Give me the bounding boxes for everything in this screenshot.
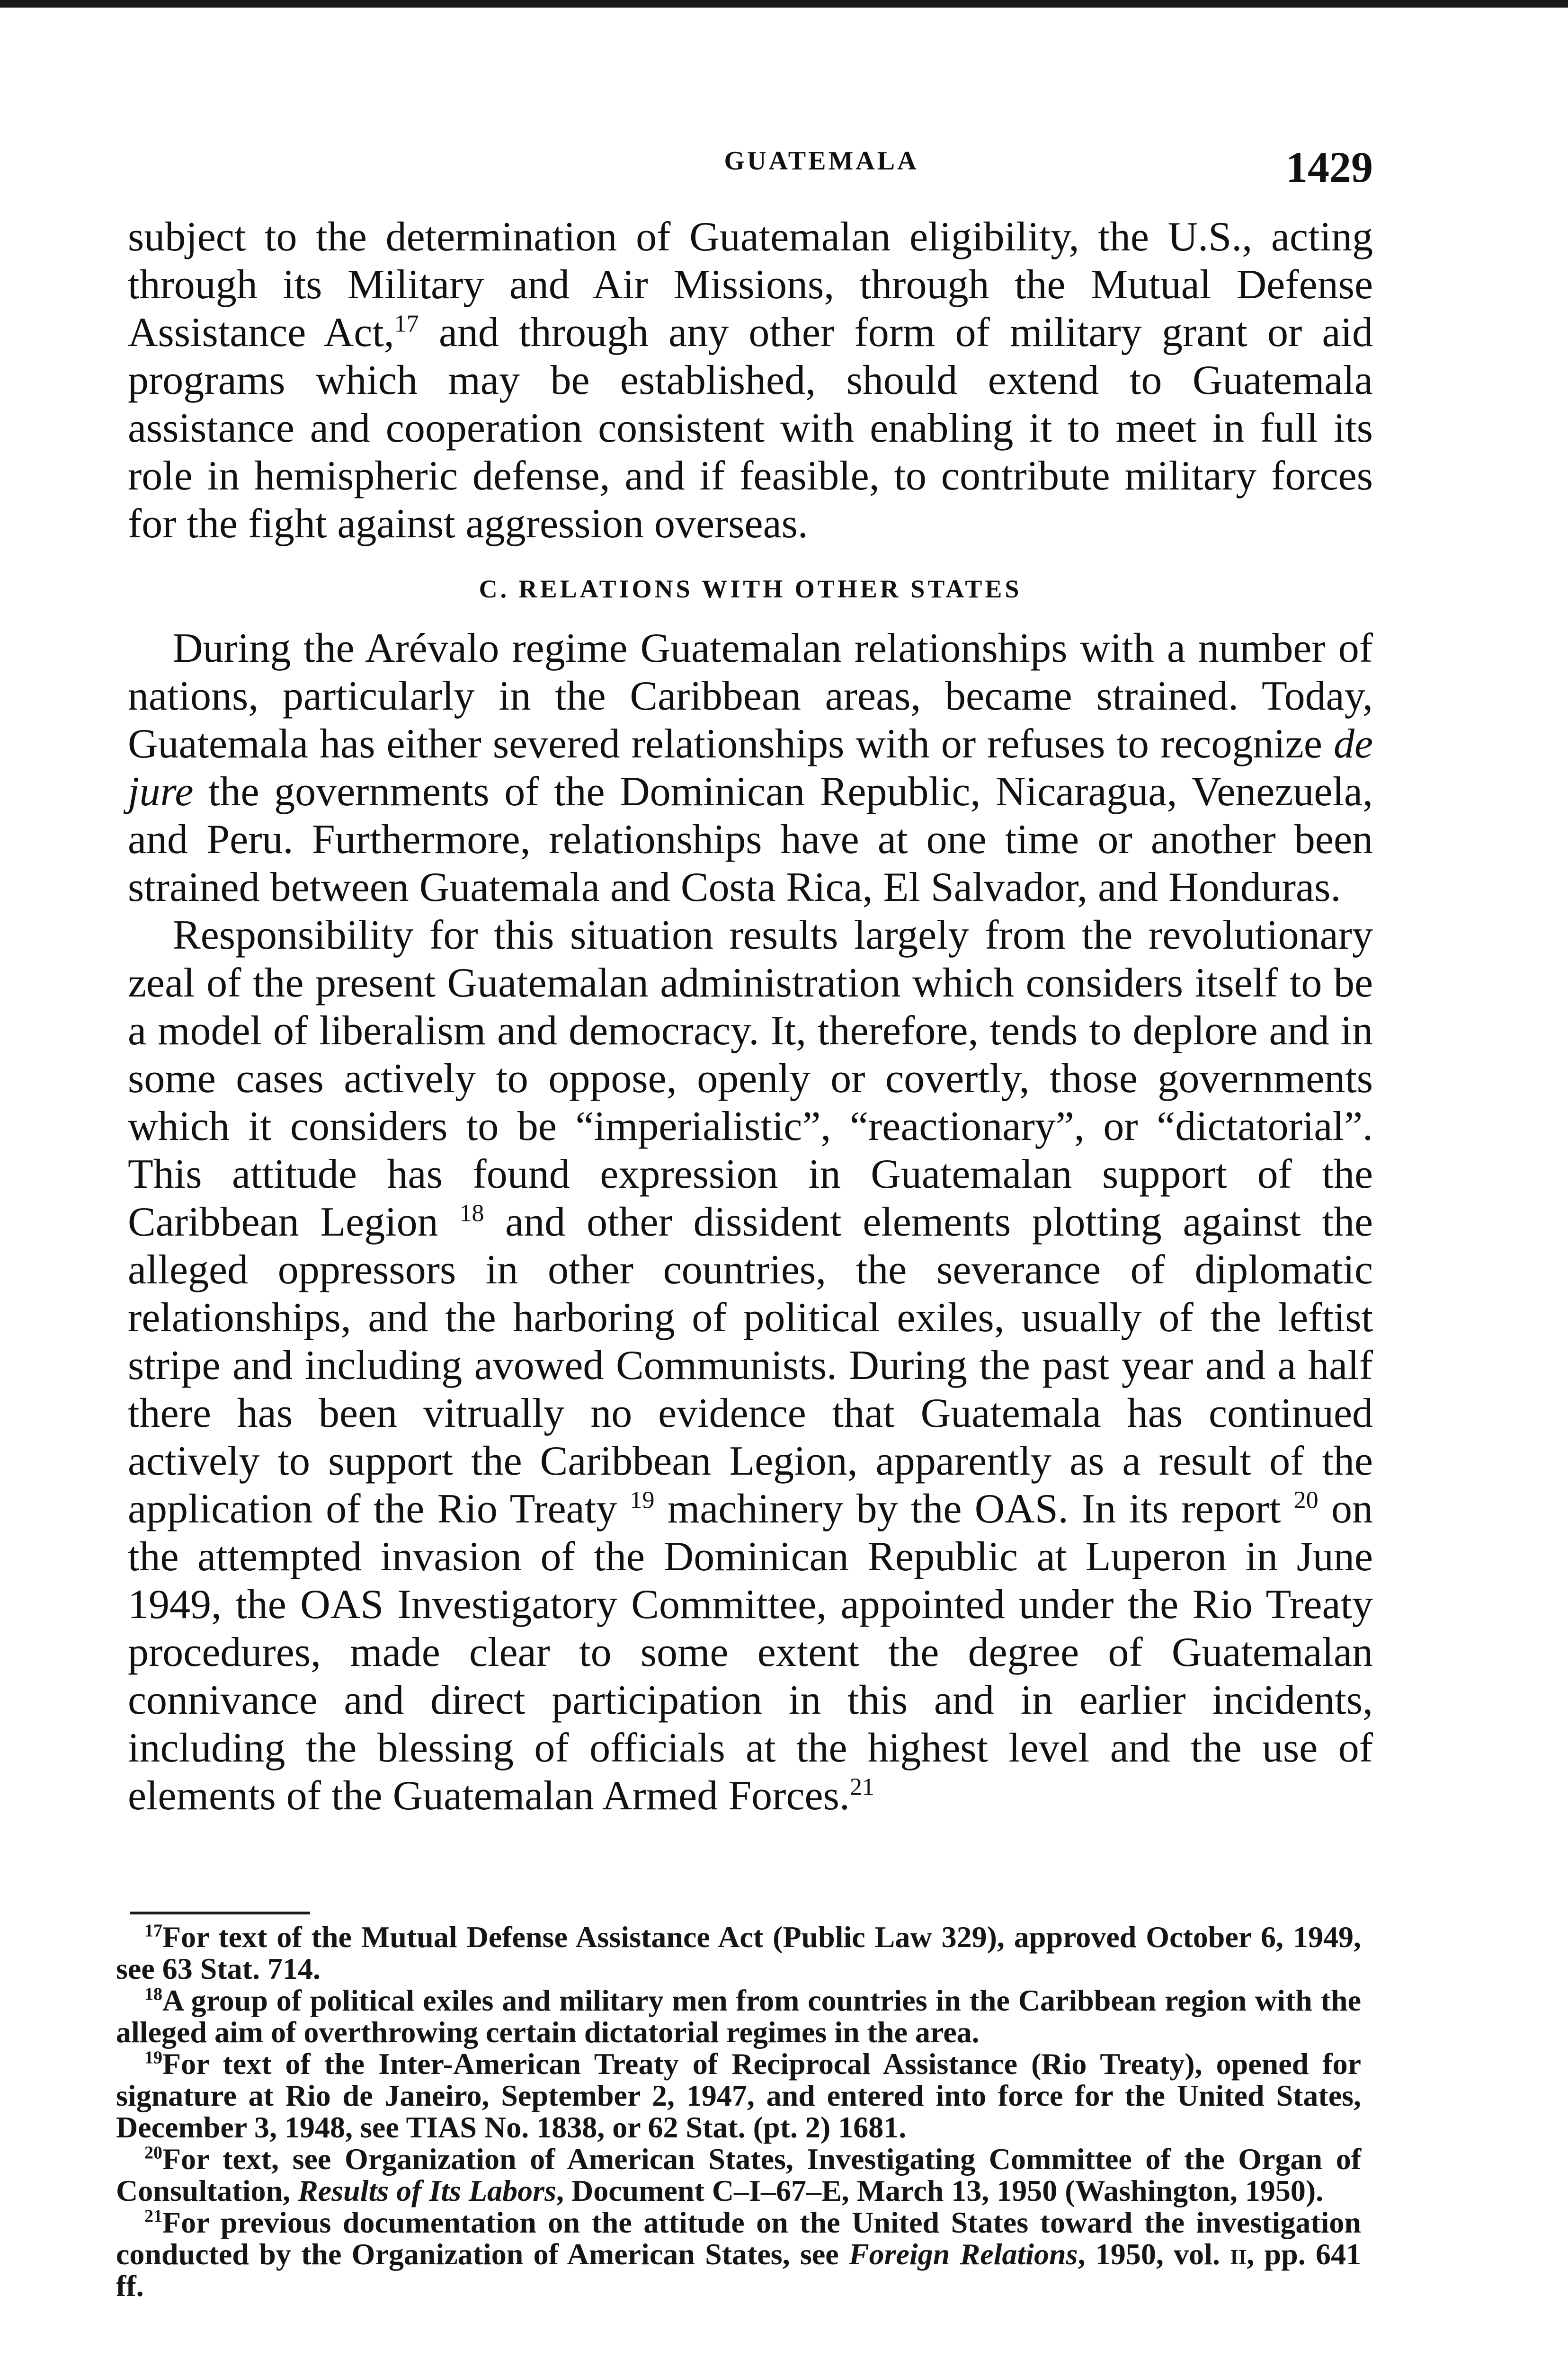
footnote-number: 17 <box>144 1921 162 1941</box>
paragraph-text: subject to the determination of Guatemalan eligibility, the U.S., acting through its Military and Air Missions, through the Mutual Defense Assistance Act, <box>128 214 1373 356</box>
top-scan-border <box>0 0 1568 8</box>
main-text <box>128 213 1373 1820</box>
footnote-ref-19: 19 <box>630 1486 655 1514</box>
paragraph-text: and through any other form of military grant or aid programs which may be established, should extend to Guatemala assistance and cooperation consistent with enabling it to meet in full its role in hemispheric defense, and if feasible, to contribute military forces for the fight against aggression overseas. <box>128 310 1373 547</box>
footnote-text: A group of political exiles and military men from countries in the Caribbean region with the alleged aim of overthrowing certain dictatorial regimes in the area. <box>116 1984 1361 2049</box>
paragraph-continued <box>128 213 1373 548</box>
footnote-text: , 1950, vol. <box>1078 2237 1230 2271</box>
footnote-ref-20: 20 <box>1293 1486 1319 1514</box>
section-heading: C. RELATIONS WITH OTHER STATES <box>479 575 1022 603</box>
footnote-18 <box>116 1984 1361 2048</box>
volume-numeral: ii <box>1230 2237 1247 2271</box>
paragraph-text: on the attempted invasion of the Dominican Republic at Luperon in June 1949, the OAS Investigatory Committee, appointed under the Rio Treaty procedures, made clear to some extent the degree of Guatemalan connivance and direct participation in this and in earlier incidents, including the blessing of officials at the highest level and the use of elements of the Guatemalan Armed Forces. <box>128 1486 1373 1819</box>
paragraph-text: the governments of the Dominican Republic, Nicaragua, Venezuela, and Peru. Furthermore, relationships have at one time or another been strained between Guatemala and Costa Rica, El Salvador, and Honduras. <box>128 769 1373 910</box>
page-header <box>128 142 1373 191</box>
footnote-number: 20 <box>144 2143 162 2163</box>
paragraph <box>128 911 1373 1820</box>
footnote-divider <box>130 1912 310 1914</box>
footnote-ref-21: 21 <box>849 1773 874 1801</box>
footnotes <box>116 1921 1361 2302</box>
footnote-21 <box>116 2207 1361 2302</box>
italic-phrase: de jure <box>128 721 1373 815</box>
footnote-17 <box>116 1921 1361 1984</box>
footnote-text: , Document C–I–67–E, March 13, 1950 (Washington, 1950). <box>556 2174 1324 2207</box>
footnote-text: For previous documentation on the attitude on the United States toward the investigation conducted by the Organization of American States, see <box>116 2206 1361 2271</box>
paragraph-text: and other dissident elements plotting against the alleged oppressors in other countries, the severance of diplomatic relationships, and the harboring of political exiles, usually of the leftist stripe and including avowed Communists. During the past year and a half there has been vitrually no evidence that Guatemala has continued actively to support the Caribbean Legion, apparently as a result of the application of the Rio Treaty <box>128 1199 1373 1532</box>
paragraph <box>128 624 1373 911</box>
footnote-text: For text, see Organization of American States, Investigating Committee of the Organ of Consultation, <box>116 2142 1361 2207</box>
footnote-text: , pp. 641 ff. <box>116 2237 1362 2303</box>
footnote-ref-17: 17 <box>394 310 419 338</box>
italic-title: Foreign Relations <box>848 2237 1078 2271</box>
footnote-text: For text of the Mutual Defense Assistance Act (Public Law 329), approved October 6, 1949, see 63 Stat. 714. <box>116 1920 1361 1985</box>
footnote-number: 19 <box>144 2047 162 2068</box>
footnote-number: 18 <box>144 1984 162 2004</box>
running-title: GUATEMALA <box>724 146 919 176</box>
footnote-text: For text of the Inter-American Treaty of Reciprocal Assistance (Rio Treaty), opened for signature at Rio de Janeiro, September 2, 1947, and entered into force for the United States, December 3, 1948, see TIAS No. 1838, or 62 Stat. (pt. 2) 1681. <box>116 2047 1361 2144</box>
footnote-number: 21 <box>144 2206 162 2226</box>
footnote-20 <box>116 2143 1361 2207</box>
footnote-19 <box>116 2048 1361 2143</box>
italic-title: Results of Its Labors <box>298 2174 556 2207</box>
page-number: 1429 <box>1286 143 1373 191</box>
paragraph-text: During the Arévalo regime Guatemalan relationships with a number of nations, particularly in the Caribbean areas, became strained. Today, Guatemala has either severed relationships with or refuses to recognize <box>128 625 1373 767</box>
paragraph-text: machinery by the OAS. In its report <box>654 1486 1294 1532</box>
paragraph-text: Responsibility for this situation results largely from the revolutionary zeal of the present Guatemalan administration which considers itself to be a model of liberalism and democracy. It, therefore, tends to deplore and in some cases actively to oppose, openly or covertly, those governments which it considers to be “imperialistic”, “reactionary”, or “dictatorial”. This attitude has found expression in Guatemalan support of the Caribbean Legion <box>128 912 1373 1245</box>
footnote-ref-18: 18 <box>459 1200 484 1227</box>
